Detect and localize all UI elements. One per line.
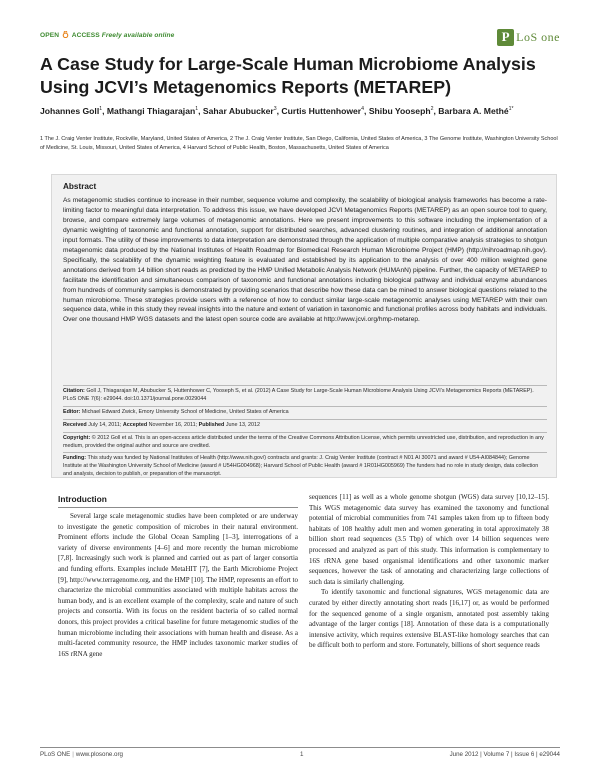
author[interactable]: Curtis Huttenhower$^4$, <box>281 105 369 116</box>
open-lock-icon <box>62 31 69 38</box>
affiliations: 1 The J. Craig Venter Institute, Rockville, Maryland, United States of America, 2 The J. Craig Venter Institute, San Diego, California, United States of America, 3 The Genome Institute, Washington University School of Medicine, St. Louis, Missouri, United States of America, 4 Harvard School of Public Health, Boston, Massachusetts, United States of America <box>40 136 558 151</box>
page-number: 1 <box>300 751 304 758</box>
footer-rule <box>40 747 560 748</box>
editor: Editor: Michael Edward Zwick, Emory University School of Medicine, United States of America <box>63 409 289 415</box>
abstract-text: As metagenomic studies continue to increase in their number, sequence volume and complexity, the scalability of biological analysis frameworks has become a rate-limiting factor to meaningful data interpretation. To address this issue, we have developed JCVI Metagenomics Reports (METAREP) as an open source tool to query, browse, and compare extremely large volumes of metagenomic annotations. Here we present improvements to this software including the implementation of a dynamic weighting of taxonomic and functional annotation, support for distributed searches, advanced clustering routines, and integration of additional annotation input formats. The utility of these improvements to data interpretation are demonstrated through the application of multiple comparative analysis strategies to shotgun metagenomic data produced by the National Institutes of Health Roadmap for Biomedical Research Human Microbiome Project (HMP) (http://nihroadmap.nih.gov). Specifically, the scalability of the dynamic weighting feature is evaluated and established by its application to the analysis of over 400 million weighted gene annotations derived from 14 billion short reads as predicted by the HMP Unified Metabolic Analysis Network (HUMAnN) pipeline. Further, the capacity of METAREP to facilitate the identification and simultaneous comparison of taxonomic and functional annotations including biological pathway and individual enzyme abundances from hundreds of community samples is demonstrated by providing scenarios that describe how these data can be mined to answer biological questions related to the human microbiome. These strategies provide users with a reference of how to conduct similar large-scale metagenomic analyses using METAREP with their own sequence data, while in this study they reveal insights into the nature and extent of variation in taxonomic and functional profiles across body habitats and individuals. Over one thousand HMP WGS datasets and the latest open source code are available at http://www.jcvi.org/hmp-metarep. <box>63 197 547 324</box>
intro-column-left: Several large scale metagenomic studies have been completed or are underway to investigate the genetic composition of microbes in their natural environment. Prominent efforts include the Global Ocean Sampling [1–3], interrogations of a variety of diverse environments [4–6] and more recently the human microbiome [7,8]. Increasingly such work is planned and carried out as part of larger consortia and funding efforts. Examples include MetaHIT [7], the Earth Microbiome Project [9], http://www.terragenome.org, and the HMP [10]. The HMP, represents an effort to characterize the microbial communities associated with multiple habitats across the human body, and is an excellent example of the complexity, scale and nature of such projects and consortia. With its focus on the resident bacteria of so called normal donors, this project provides a critical baseline for future metagenomic studies of the human microbiome including their associations with human health and disease. As a multi-faceted community resource, the HMP includes taxonomic marker studies of 16S rRNA gene <box>58 512 298 658</box>
issue-info: June 2012 | Volume 7 | Issue 6 | e29044 <box>449 751 560 758</box>
author-list <box>40 103 560 117</box>
author[interactable]: Barbara A. Methé$^{1*}$ <box>438 105 514 116</box>
open-label: OPEN <box>40 32 60 39</box>
citation: Citation: Goll J, Thiagarajan M, Abubucker S, Huttenhower C, Yooseph S, et al. (2012) A Case Study for Large-Scale Human Microbiome Analysis Using JCVI’s Metagenomics Reports (METAREP). PLoS ONE 7(6): e29044. doi:10.1371/journal.pone.0029044 <box>63 388 534 402</box>
journal-header <box>40 27 560 51</box>
logo-letter: P <box>497 29 514 46</box>
divider <box>63 419 547 420</box>
funding: Funding: This study was funded by National Institutes of Health (http://www.nih.gov/) contracts and grants: J. Craig Venter Institute (contract # N01 AI 30071 and award # U54-AI084844); Genome Institute at the Washington University School of Medicine (award # U54HG004968); Harvard School of Public Health (award # 1R01HG005969) The funders had no role in study design, data collection and analysis, decision to publish, or preparation of the manuscript. <box>63 455 539 477</box>
intro-column-right <box>309 492 549 651</box>
copyright: Copyright: © 2012 Goll et al. This is an open-access article distributed under the terms of the Creative Commons Attribution License, which permits unrestricted use, distribution, and reproduction in any medium, provided the original author and source are credited. <box>63 435 544 449</box>
access-label: ACCESS <box>71 32 100 39</box>
author[interactable]: Shibu Yooseph$^2$, <box>368 105 439 116</box>
author[interactable]: Sahar Abubucker$^3$, <box>202 105 282 116</box>
abstract-heading: Abstract <box>63 182 97 191</box>
footer-journal[interactable]: PLoS ONE | www.plosone.org <box>40 751 123 758</box>
introduction-heading: Introduction <box>58 494 107 504</box>
heading-rule <box>58 507 298 508</box>
paper-title: A Case Study for Large-Scale Human Microbiome Analysis Using JCVI’s Metagenomics Reports (METAREP) <box>40 54 536 97</box>
plos-one-logo[interactable] <box>497 27 560 47</box>
freely-available-label: Freely available online <box>101 32 175 39</box>
intro-paragraph: To identify taxonomic and functional signatures, WGS metagenomic data are curated by either directly annotating short reads [16,17] or, as would be performed for the sequenced genome of a single organism, annotated post assembly taking advantage of the larger contigs [18]. Annotation of these data is a computationally intensive activity, which requires extensive BLAST-like homology searches that can be difficult both to perform and store. Fortunately, billions of short sequence reads <box>309 588 549 650</box>
dates: Received July 14, 2011; Accepted November 16, 2011; Published June 13, 2012 <box>63 422 261 428</box>
author[interactable]: Johannes Goll$^1$, <box>40 105 107 116</box>
site-link[interactable]: www.plosone.org <box>75 751 123 758</box>
divider <box>63 432 547 433</box>
intro-paragraph: sequences [11] as well as a whole genome shotgun (WGS) data survey [10,12–15]. This WGS metagenomic data survey has examined the taxonomy and functional potential of microbial communities from 741 samples taken from up to fifteen body habitats of 108 healthy adult men and women generating in total approximately 38 billion short read sequences (3.5 Tbp) of which over 14 billion sequences were processed and analyzed as part of this study. This information is complementary to 16S rRNA gene based organismal identifications and other taxonomic marker sequences, however the task of annotating and characterizing large collections of such data is similarly challenging. <box>309 493 549 586</box>
divider <box>63 406 547 407</box>
author[interactable]: Mathangi Thiagarajan$^1$, <box>106 105 203 116</box>
logo-text: LoS one <box>516 29 560 44</box>
divider <box>63 385 547 386</box>
open-access-badge[interactable] <box>40 31 174 39</box>
divider <box>63 452 547 453</box>
